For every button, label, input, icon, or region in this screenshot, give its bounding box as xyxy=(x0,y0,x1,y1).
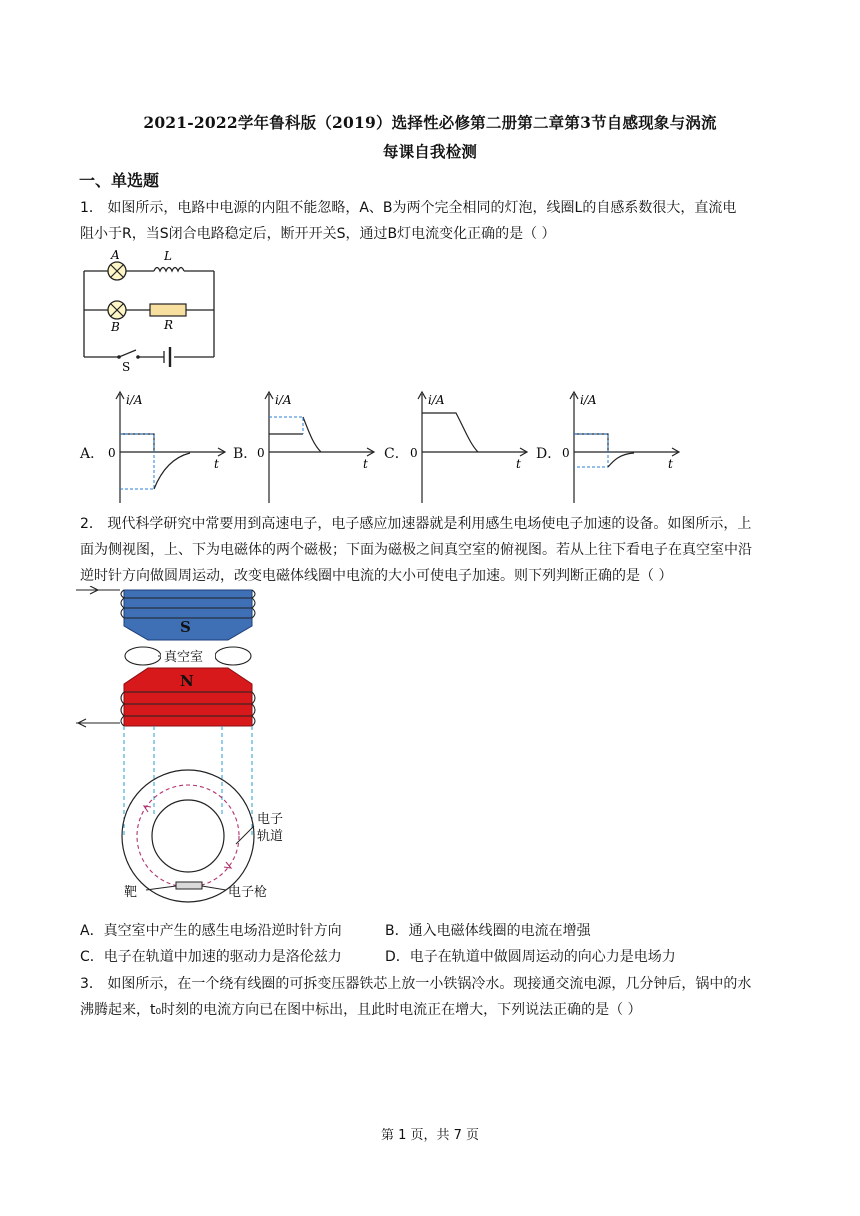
graph-d-x-label: t xyxy=(668,457,673,471)
q2-option-a[interactable]: A．真空室中产生的感生电场沿逆时针方向 xyxy=(80,923,342,939)
pole-n-label: N xyxy=(180,672,194,690)
label-b: B xyxy=(111,320,120,334)
graph-b-origin: 0 xyxy=(257,446,265,460)
q1-line-2: 阻小于R，当S闭合电路稳定后，断开开关S，通过B灯电流变化正确的是（ ） xyxy=(80,226,556,242)
section-heading: 一、单选题 xyxy=(79,171,160,190)
graph-b-x-label: t xyxy=(363,457,368,471)
label-r: R xyxy=(164,318,174,332)
orbit-label-1: 电子 xyxy=(257,812,284,827)
q1-option-d-label[interactable]: D． xyxy=(536,446,562,462)
graph-a-origin: 0 xyxy=(108,446,116,460)
q1-option-a-label[interactable]: A． xyxy=(80,446,105,462)
chamber-label: 真空室 xyxy=(164,650,204,665)
graph-c xyxy=(402,388,532,510)
label-l: L xyxy=(164,249,172,263)
graph-d-origin: 0 xyxy=(562,446,570,460)
label-s: S xyxy=(122,360,131,372)
q2-line-1: 2． 现代科学研究中常要用到高速电子，电子感应加速器就是利用感生电场使电子加速的设备。如图所示，上 xyxy=(80,516,752,532)
q2-option-b[interactable]: B．通入电磁体线圈的电流在增强 xyxy=(385,923,591,939)
q2-option-d[interactable]: D．电子在轨道中做圆周运动的向心力是电场力 xyxy=(385,949,676,965)
pole-s-label: S xyxy=(180,618,191,636)
q2-option-c[interactable]: C．电子在轨道中加速的驱动力是洛伦兹力 xyxy=(80,949,342,965)
q1-line-1: 1． 如图所示，电路中电源的内阻不能忽略，A、B为两个完全相同的灯泡，线圈L的自感系数很大，直流电 xyxy=(80,200,737,216)
inner-ring xyxy=(152,800,224,872)
q1-option-c-label[interactable]: C． xyxy=(384,446,409,462)
page-footer: 第 1 页，共 7 页 xyxy=(380,1128,480,1143)
q3-line-1: 3． 如图所示，在一个绕有线圈的可拆变压器铁芯上放一小铁锅冷水。现接通交流电源，几分钟后，锅中的水 xyxy=(80,976,752,992)
resistor-icon xyxy=(150,304,186,316)
document-title: 2021-2022学年鲁科版（2019）选择性必修第二册第二章第3节自感现象与涡流 xyxy=(143,113,717,132)
graph-d xyxy=(554,388,684,510)
document-subtitle: 每课自我检测 xyxy=(382,142,478,161)
q2-line-3: 逆时针方向做圆周运动，改变电磁体线圈中电流的大小可使电子加速。则下列判断正确的是（ ） xyxy=(80,568,673,584)
label-a: A xyxy=(111,248,120,262)
graph-a-x-label: t xyxy=(214,457,219,471)
q2-line-2: 面为侧视图，上、下为电磁体的两个磁极；下面为磁极之间真空室的俯视图。若从上往下看电子在真空室中沿 xyxy=(80,542,752,558)
graph-c-origin: 0 xyxy=(410,446,418,460)
gun-label: 电子枪 xyxy=(228,885,268,900)
graph-c-x-label: t xyxy=(516,457,521,471)
target-label: 靶 xyxy=(124,885,138,900)
graph-b-y-label: i/A xyxy=(275,393,292,407)
q2-accelerator-diagram xyxy=(76,586,306,908)
graph-a-y-label: i/A xyxy=(126,393,143,407)
graph-c-y-label: i/A xyxy=(428,393,445,407)
q3-line-2: 沸腾起来，t₀时刻的电流方向已在图中标出，且此时电流正在增大，下列说法正确的是（ ） xyxy=(80,1002,642,1018)
graph-d-y-label: i/A xyxy=(580,393,597,407)
q1-circuit-diagram xyxy=(76,247,226,372)
electron-gun-shape xyxy=(176,882,202,889)
q1-option-b-label[interactable]: B． xyxy=(233,446,258,462)
graph-a xyxy=(100,388,230,510)
graph-b xyxy=(249,388,379,510)
orbit-label-2: 轨道 xyxy=(257,829,284,844)
